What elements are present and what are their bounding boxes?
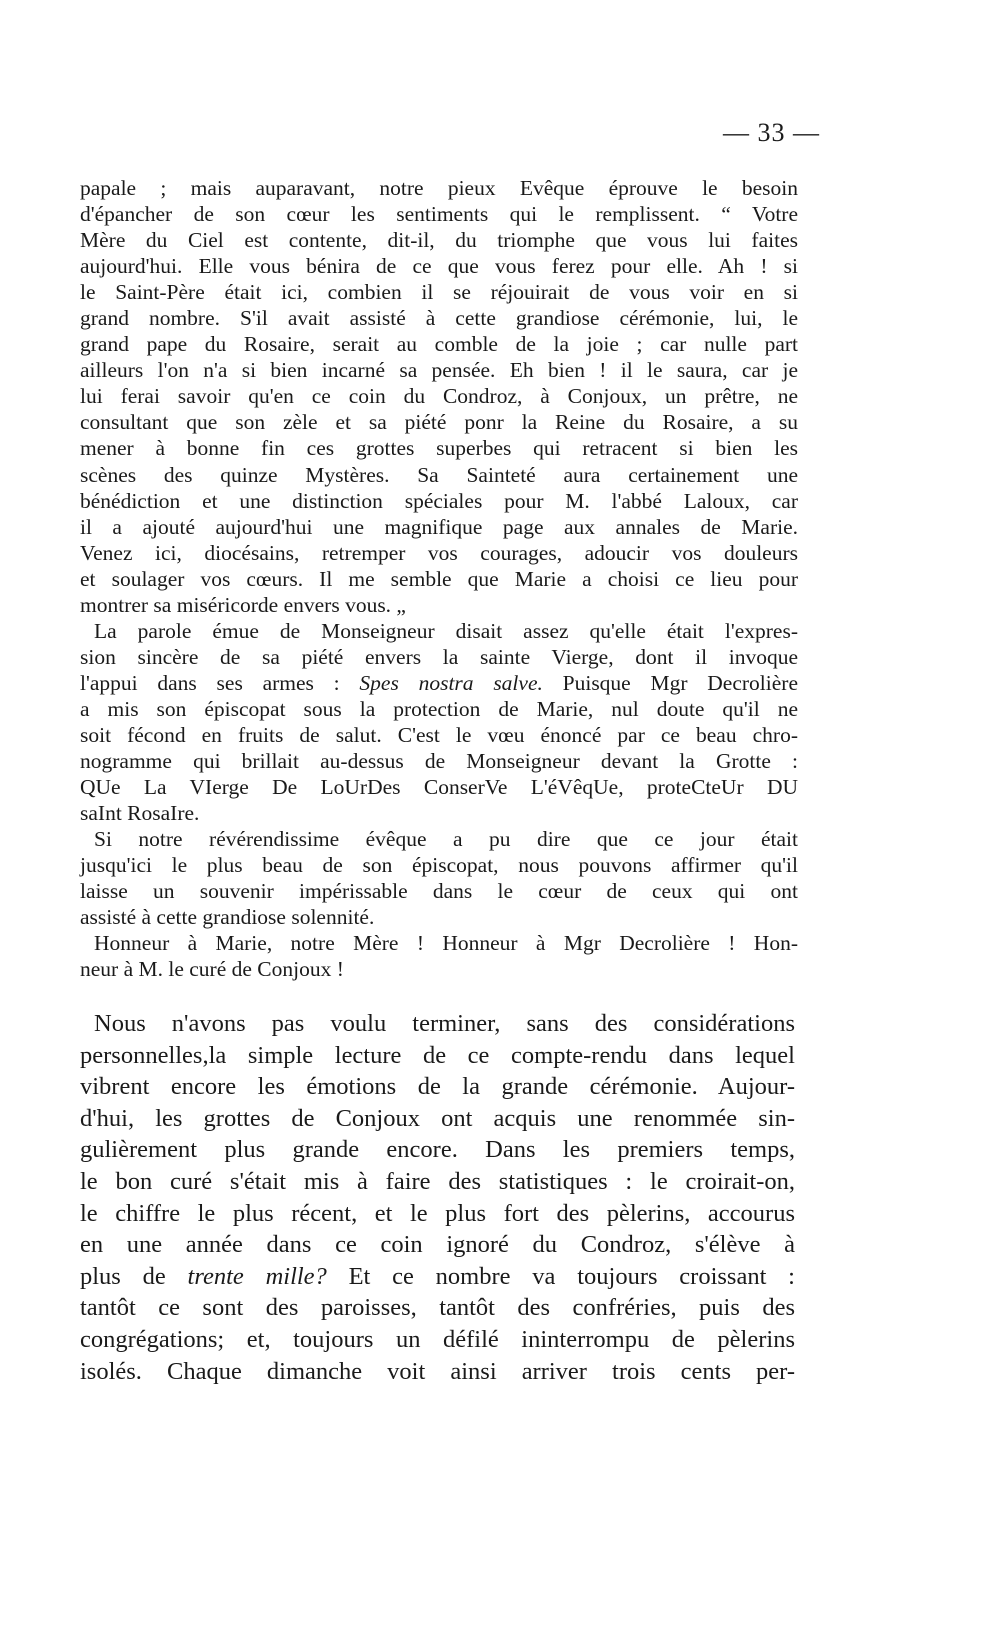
text-line <box>80 305 798 331</box>
text-run: gulièrement plus grande encore. Dans les premiers temps, <box>80 1136 795 1164</box>
text-line <box>80 409 798 435</box>
text-run: il a ajouté aujourd'hui une magnifique page aux annales de Marie. <box>80 514 798 539</box>
page-number: — 33 — <box>723 118 820 147</box>
text-line <box>80 462 798 488</box>
text-line <box>80 904 798 930</box>
text-run: bénédiction et une distinction spéciales pour M. l'abbé Laloux, car <box>80 488 798 513</box>
text-run: Venez ici, diocésains, retremper vos courages, adoucir vos douleurs <box>80 540 798 565</box>
text-line <box>80 566 798 592</box>
text-run: Mère du Ciel est contente, dit-il, du triomphe que vous lui faites <box>80 228 798 253</box>
text-run: montrer sa miséricorde envers vous. „ <box>80 592 406 617</box>
text-line <box>80 514 798 540</box>
text-run: Puisque Mgr Decrolière <box>542 670 798 695</box>
text-run: soit fécond en fruits de salut. C'est le vœu énoncé par ce beau chro- <box>80 722 798 747</box>
text-line <box>80 930 798 956</box>
text-run: lui ferai savoir qu'en ce coin du Condroz, à Conjoux, un prêtre, ne <box>80 384 798 409</box>
text-line <box>80 1166 795 1198</box>
text-run: vibrent encore les émotions de la grande cérémonie. Aujour- <box>80 1073 795 1101</box>
text-line <box>80 670 798 696</box>
text-run: congrégations; et, toujours un défilé ininterrompu de pèlerins <box>80 1325 795 1353</box>
text-line <box>80 1040 795 1072</box>
text-line <box>80 1008 795 1040</box>
text-run: Si notre révérendissime évêque a pu dire que ce jour était <box>94 827 798 852</box>
text-line <box>80 1356 795 1388</box>
text-run: saInt RosaIre. <box>80 801 200 826</box>
text-run: plus de <box>80 1262 188 1290</box>
text-run: personnelles,la simple lecture de ce compte-rendu dans lequel <box>80 1041 795 1069</box>
text-run: le chiffre le plus récent, et le plus fort des pèlerins, accourus <box>80 1199 795 1227</box>
text-run: mener à bonne fin ces grottes superbes qui retracent si bien les <box>80 436 798 461</box>
text-run: scènes des quinze Mystères. Sa Sainteté aura certainement une <box>80 462 798 487</box>
text-run: grand pape du Rosaire, serait au comble de la joie ; car nulle part <box>80 332 798 357</box>
text-line <box>80 774 798 800</box>
italic-phrase: Spes nostra salve. <box>359 670 543 695</box>
text-run: tantôt ce sont des paroisses, tantôt des confréries, puis des <box>80 1294 795 1322</box>
text-line <box>80 279 798 305</box>
text-line <box>80 1198 795 1230</box>
text-run: QUe La VIerge De LoUrDes ConserVe L'éVêqUe, proteCteUr DU <box>80 775 798 800</box>
text-line <box>80 435 798 461</box>
text-run: ailleurs l'on n'a si bien incarné sa pensée. Eh bien ! il le saura, car je <box>80 358 798 383</box>
text-run: d'hui, les grottes de Conjoux ont acquis une renommée sin- <box>80 1104 795 1132</box>
text-line <box>80 1324 795 1356</box>
text-run: La parole émue de Monseigneur disait assez qu'elle était l'expres- <box>94 618 798 643</box>
text-line <box>80 800 798 826</box>
text-line <box>80 1229 795 1261</box>
text-line <box>80 488 798 514</box>
text-run: grand nombre. S'il avait assisté à cette grandiose cérémonie, lui, le <box>80 306 798 331</box>
body-text-section-1 <box>80 175 798 982</box>
text-line <box>80 383 798 409</box>
text-run: a mis son épiscopat sous la protection de Marie, nul doute qu'il ne <box>80 696 798 721</box>
text-line <box>80 227 798 253</box>
text-line <box>80 253 798 279</box>
text-run: papale ; mais auparavant, notre pieux Evêque éprouve le besoin <box>80 176 798 200</box>
text-run: et soulager vos cœurs. Il me semble que Marie a choisi ce lieu pour <box>80 566 798 591</box>
text-run: Honneur à Marie, notre Mère ! Honneur à Mgr Decrolière ! Hon- <box>94 931 798 956</box>
text-run: l'appui dans ses armes : <box>80 670 360 695</box>
text-line <box>80 1134 795 1166</box>
text-line <box>80 1071 795 1103</box>
text-run: isolés. Chaque dimanche voit ainsi arriver trois cents per- <box>80 1357 795 1385</box>
text-line <box>80 826 798 852</box>
text-line <box>80 331 798 357</box>
text-run: le bon curé s'était mis à faire des statistiques : le croirait-on, <box>80 1167 795 1195</box>
text-run: jusqu'ici le plus beau de son épiscopat, nous pouvons affirmer qu'il <box>80 853 798 878</box>
text-run: Et ce nombre va toujours croissant : <box>326 1262 795 1290</box>
text-line <box>80 878 798 904</box>
text-line <box>80 1103 795 1135</box>
text-run: d'épancher de son cœur les sentiments qui le remplissent. “ Votre <box>80 202 798 227</box>
text-line <box>80 357 798 383</box>
text-line <box>80 722 798 748</box>
text-run: neur à M. le curé de Conjoux ! <box>80 957 344 982</box>
text-line <box>80 540 798 566</box>
text-line <box>80 1261 795 1293</box>
text-run: nogramme qui brillait au-dessus de Monseigneur devant la Grotte : <box>80 749 798 774</box>
text-run: Nous n'avons pas voulu terminer, sans des considérations <box>94 1010 795 1037</box>
text-line <box>80 1292 795 1324</box>
text-run: laisse un souvenir impérissable dans le cœur de ceux qui ont <box>80 879 798 904</box>
text-line <box>80 956 798 982</box>
text-line <box>80 644 798 670</box>
text-run: consultant que son zèle et sa piété ponr la Reine du Rosaire, a su <box>80 410 798 435</box>
text-run: en une année dans ce coin ignoré du Condroz, s'élève à <box>80 1231 795 1259</box>
body-text-section-2 <box>80 1008 795 1387</box>
text-line <box>80 852 798 878</box>
text-run: le Saint-Père était ici, combien il se réjouirait de vous voir en si <box>80 280 798 305</box>
italic-phrase: trente mille? <box>187 1262 327 1290</box>
text-line <box>80 618 798 644</box>
text-line <box>80 201 798 227</box>
text-line <box>80 175 798 201</box>
text-line <box>80 592 798 618</box>
text-run: aujourd'hui. Elle vous bénira de ce que vous ferez pour elle. Ah ! si <box>80 254 798 279</box>
text-line <box>80 748 798 774</box>
text-run: sion sincère de sa piété envers la sainte Vierge, dont il invoque <box>80 644 798 669</box>
text-run: assisté à cette grandiose solennité. <box>80 905 375 930</box>
text-line <box>80 696 798 722</box>
